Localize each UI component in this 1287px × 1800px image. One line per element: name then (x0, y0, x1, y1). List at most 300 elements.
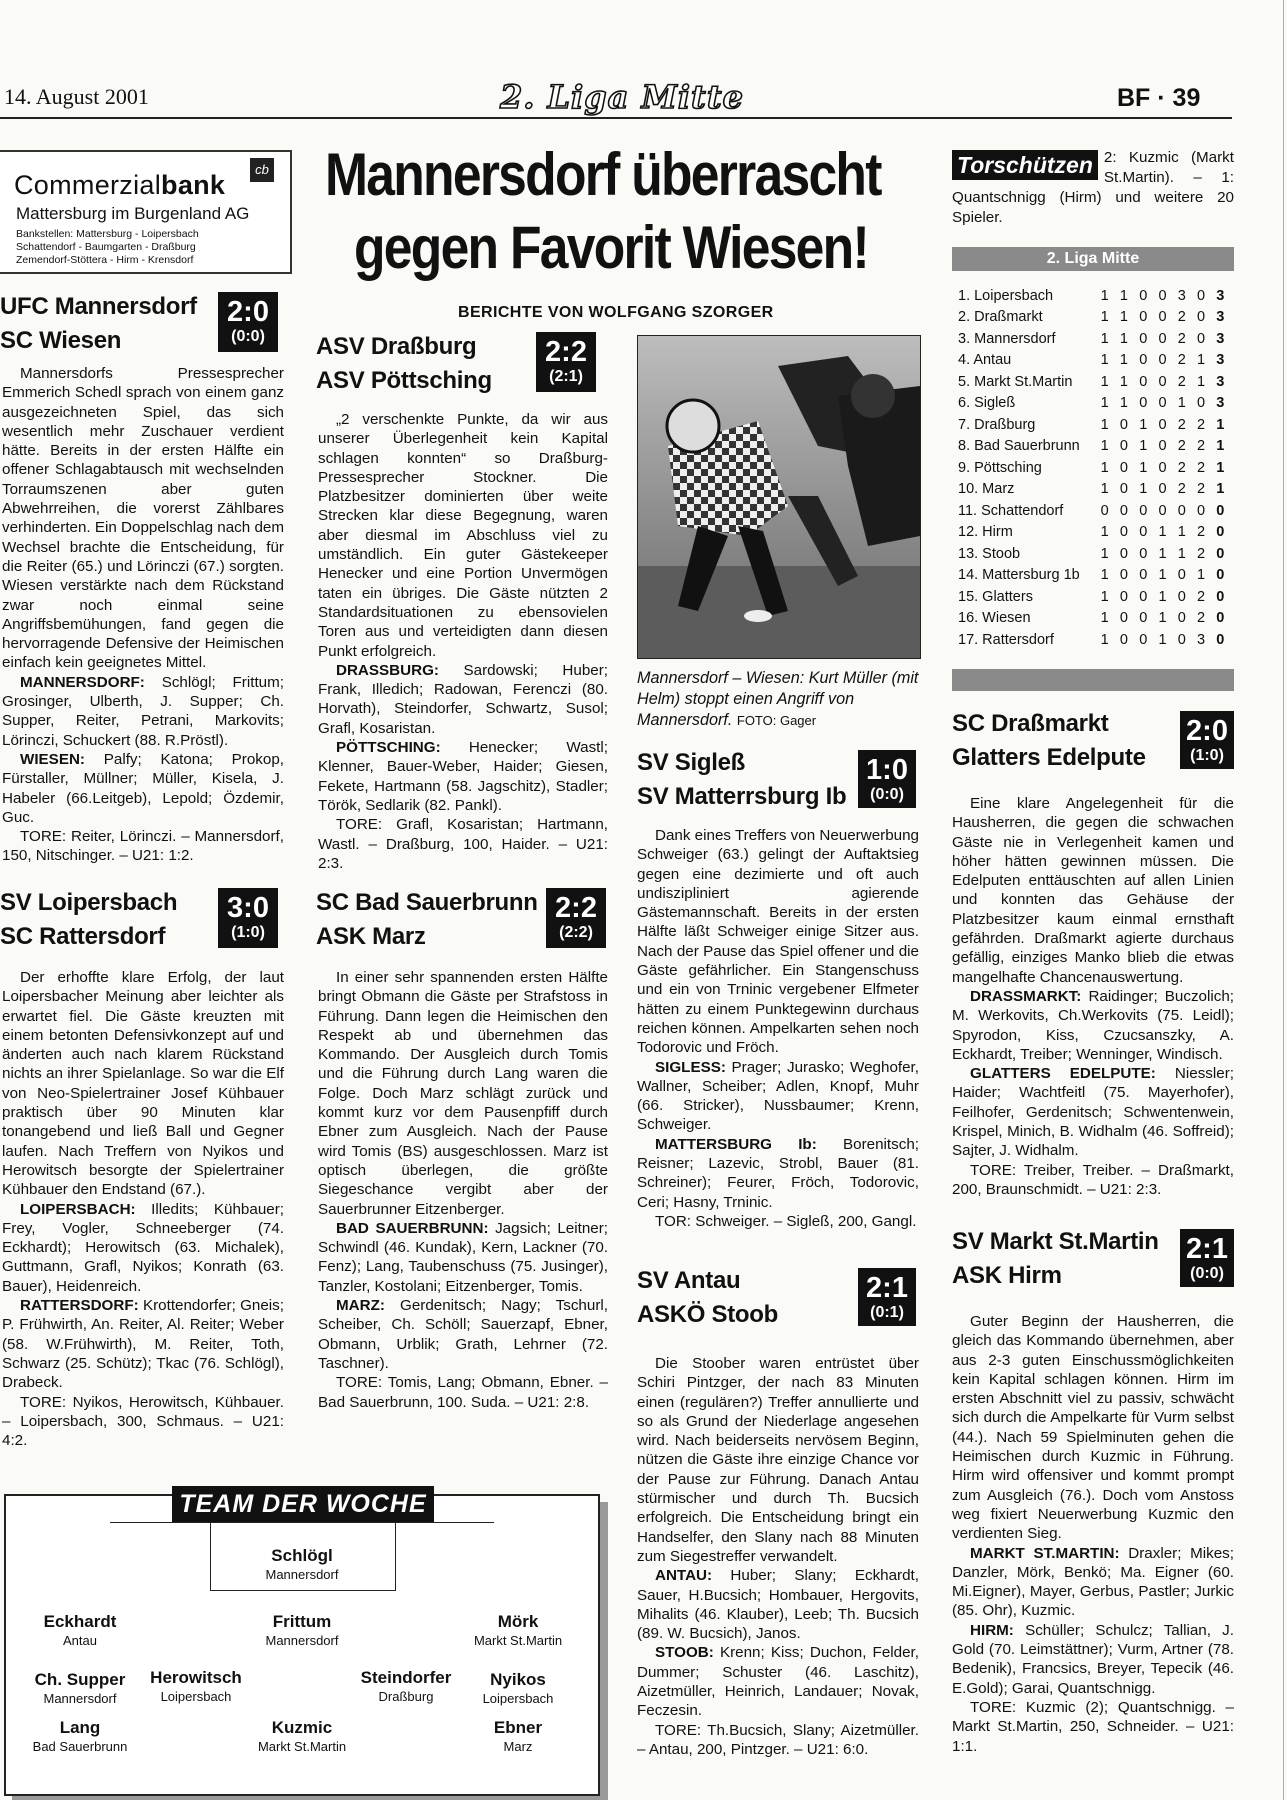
standings-team: 12. Hirm (958, 524, 1013, 541)
tow-player-club: Bad Sauerbrunn (32, 1739, 128, 1754)
standings-cell: 0 (1158, 459, 1167, 476)
standings-cell: 0 (1216, 567, 1225, 584)
standings-cell: 0 (1177, 610, 1186, 627)
standings-cell: 0 (1139, 287, 1148, 304)
standings-team: 10. Marz (958, 481, 1015, 498)
g2-ht: (1:0) (231, 924, 265, 941)
standings-cell: 0 (1139, 588, 1148, 605)
standings-row (958, 328, 1230, 350)
standings-cell: 0 (1158, 352, 1167, 369)
standings-cell: 1 (1158, 631, 1167, 648)
match-photo (637, 335, 921, 659)
g6-score-badge (858, 1268, 916, 1326)
g4-ht: (2:2) (559, 924, 593, 941)
g3-score-badge (536, 332, 596, 392)
standings-cell: 2 (1177, 481, 1186, 498)
scorers-box (952, 148, 1234, 228)
standings-cell: 1 (1100, 438, 1109, 455)
standings-row (958, 414, 1230, 436)
standings-cell: 2 (1177, 309, 1186, 326)
tow-player (438, 1670, 598, 1707)
tow-player (0, 1612, 160, 1649)
g4-lineup1-team: BAD SAUERBRUNN: (336, 1219, 489, 1237)
g4-home: SC Bad Sauerbrunn (316, 889, 538, 916)
tow-player-name: Kuzmic (271, 1718, 333, 1737)
g7-lineup2: Niessler; Haider; Wachtfeitl (75. Mayerhofer), Feilhofer, Gerdenitsch; Schwentenwein, Krispel, Minich, B. Widhalm (46. Soffreid); Sajter, J. Widhalm. (952, 1065, 1234, 1160)
standings-cell: 1 (1119, 352, 1128, 369)
standings-cell: 0 (1100, 502, 1109, 519)
standings-row (958, 479, 1230, 501)
standings-row (958, 393, 1230, 415)
standings-cell: 2 (1196, 545, 1206, 562)
standings-cell: 0 (1158, 438, 1167, 455)
standings-row (958, 629, 1230, 651)
g2-lineup2-team: RATTERSDORF: (20, 1297, 139, 1315)
standings-cell: 0 (1139, 502, 1148, 519)
g6-tore: TORE: Th.Bucsich, Slany; Aizetmüller. – Antau, 200, Pintzger. – U21: 6:0. (637, 1721, 919, 1758)
standings-row (958, 522, 1230, 544)
g3-away: ASV Pöttsching (316, 367, 492, 394)
g1-home: UFC Mannersdorf (0, 293, 197, 320)
page-number: BF · 39 (1117, 84, 1201, 112)
g7-lineup1-team: DRASSMARKT: (970, 987, 1082, 1005)
standings-cell: 2 (1177, 459, 1186, 476)
standings-cell: 0 (1119, 588, 1128, 605)
g5-home: SV Sigleß (637, 749, 745, 776)
g2-score-badge (218, 888, 278, 948)
standings-team: 15. Glatters (958, 588, 1033, 605)
standings-cell: 0 (1119, 610, 1128, 627)
standings-team: 2. Draßmarkt (958, 309, 1043, 326)
g5-away: SV Matterrsburg Ib (637, 783, 847, 810)
g3-score: 2:2 (545, 336, 587, 368)
standings-cell: 1 (1216, 459, 1225, 476)
standings-cell: 2 (1196, 459, 1206, 476)
g4-score-badge (546, 888, 606, 948)
standings-cell: 1 (1158, 567, 1167, 584)
standings-cell: 3 (1196, 631, 1206, 648)
tow-title-bar (172, 1486, 434, 1522)
standings-cell: 1 (1196, 567, 1206, 584)
standings-cell: 0 (1119, 438, 1128, 455)
standings-cell: 1 (1139, 438, 1148, 455)
g2-tore: TORE: Nyikos, Herowitsch, Kühbauer. – Loipersbach, 300, Schmaus. – U21: 4:2. (2, 1393, 284, 1450)
standings-cell: 0 (1119, 545, 1128, 562)
tow-player-name: Lang (59, 1718, 101, 1737)
g1-score: 2:0 (227, 296, 269, 328)
tow-title: TEAM DER WOCHE (179, 1490, 427, 1518)
tow-player (222, 1546, 382, 1583)
standings-cell: 0 (1177, 567, 1186, 584)
standings-cell: 1 (1100, 524, 1109, 541)
scorers-text: 2: Kuzmic (Markt St.Martin). – 1: Quantschnigg (Hirm) und weitere 20 Spieler. (952, 149, 1234, 226)
g8-lineup2-team: HIRM: (970, 1621, 1014, 1639)
g3-lineup2: Henecker; Wastl; Klenner, Bauer-Weber, Haider; Giesen, Fekete, Hartmann (58. Jagschitz), Stadler; Török, Sedlarik (82. Pankl). (318, 739, 608, 814)
g6-article (637, 1354, 919, 1759)
g2-away: SC Rattersdorf (0, 923, 166, 950)
standings-cell: 0 (1158, 481, 1167, 498)
g5-lineup2-team: MATTERSBURG Ib: (655, 1135, 817, 1153)
standings-cell: 1 (1119, 287, 1128, 304)
tow-player-name: Mörk (497, 1612, 539, 1631)
g1-lineup1-team: MANNERSDORF: (20, 673, 145, 691)
tow-penalty-area (110, 1522, 494, 1523)
standings-cell: 0 (1158, 416, 1167, 433)
headline-line1: Mannersdorf überrascht (325, 141, 881, 208)
standings-cell: 2 (1177, 438, 1186, 455)
standings-cell: 1 (1100, 459, 1109, 476)
g3-lineup1-team: DRASSBURG: (336, 661, 439, 679)
standings-cell: 1 (1158, 610, 1167, 627)
g7-lineup2-team: GLATTERS EDELPUTE: (970, 1065, 1156, 1083)
standings-cell: 0 (1158, 373, 1167, 390)
g1-lineup2: Palfy; Katona; Prokop, Fürstaller, Müllner; Müller, Kisela, J. Habeler (66.Leitgeb), Lepold; Özdemir, Guc. (2, 750, 284, 826)
section-title: 2. Liga Mitte (500, 78, 744, 116)
standings-cell: 0 (1216, 610, 1225, 627)
bank-name-bold: bank (161, 170, 226, 200)
standings-cell: 1 (1216, 481, 1225, 498)
standings-row (958, 457, 1230, 479)
standings-cell: 1 (1119, 395, 1128, 412)
standings-cell: 0 (1139, 545, 1148, 562)
g8-text: Guter Beginn der Hausherren, die gleich das Kommando übernehmen, aber aus 2-3 guten Einschussmöglichkeiten kein Kapital schlagen können. Hirm im ersten Abschnitt viel zu passiv, schwächt sich durch die Ampelkarte für Vurm selbst (44.). Nach 59 Spielminuten gehen die Heimischen durch Kuzmic in Führung. Hirm wird offensiver und kommt prompt zum Ausgleich (76.). Doch vom Anstoss weg fixiert Neuerwerbung Kuzmic den verdienten Sieg. (952, 1313, 1234, 1543)
g2-lineup2: Krottendorfer; Gneis; P. Frühwirth, An. Reiter, Al. Reiter; Weber (58. W.Frühwirth), M. Reiter, Toth, Schwarz (25. Schütz); Tkac (76. Schlögl), Drabeck. (2, 1297, 284, 1392)
g8-ht: (0:0) (1190, 1265, 1224, 1282)
standings-cell: 1 (1100, 416, 1109, 433)
standings-row (958, 565, 1230, 587)
photo-players-illustration (638, 336, 920, 658)
g2-article (2, 968, 284, 1450)
standings-cell: 0 (1119, 416, 1128, 433)
g6-home: SV Antau (637, 1267, 741, 1294)
standings-cell: 2 (1177, 330, 1186, 347)
standings-cell: 0 (1216, 631, 1225, 648)
g1-lineup2-team: WIESEN: (20, 750, 85, 768)
tow-player-club: Loipersbach (482, 1691, 554, 1706)
standings-cell: 0 (1177, 631, 1186, 648)
standings-cell: 2 (1196, 524, 1206, 541)
tow-player-club: Marz (503, 1739, 533, 1754)
standings-cell: 2 (1196, 438, 1206, 455)
standings-row (958, 307, 1230, 329)
standings-cell: 3 (1216, 287, 1225, 304)
tow-player (222, 1718, 382, 1755)
g8-tore: TORE: Kuzmic (2); Quantschnigg. – Markt St.Martin, 250, Schneider. – U21: 1:1. (952, 1698, 1234, 1755)
standings-cell: 0 (1139, 309, 1148, 326)
standings-cell: 1 (1100, 395, 1109, 412)
bank-name-light: Commerzial (14, 170, 162, 200)
g8-lineup1-team: MARKT ST.MARTIN: (970, 1544, 1120, 1562)
standings-cell: 0 (1196, 395, 1206, 412)
tow-player-name: Eckhardt (43, 1612, 117, 1631)
photo-caption-text: Mannersdorf – Wiesen: Kurt Müller (mit Helm) stoppt einen Angriff von Mannersdorf. (637, 669, 919, 729)
standings-grid (958, 285, 1230, 651)
tow-player-club: Mannersdorf (265, 1567, 339, 1582)
g4-article (318, 968, 608, 1412)
standings-team: 9. Pöttsching (958, 459, 1042, 476)
standings-row (958, 371, 1230, 393)
tow-player-name: Schlögl (271, 1546, 333, 1565)
standings-cell: 1 (1100, 610, 1109, 627)
g5-score-badge (858, 750, 916, 808)
standings-row (958, 285, 1230, 307)
g5-text: Dank eines Treffers von Neuerwerbung Schweiger (63.) gelingt der Auftaktsieg gegen eine dezimierte und oft auch undiszipliniert agierende Gästemannschaft. Bereits in der ersten Hälfte läßt Schweiger einige Sitzer aus. Nach der Pause das Spiel offener und die Gäste gefährlicher. Ein Stangenschuss und ein von Trninic vergebener Elfmeter hätten zu einem Punktegewinn durchaus reichen können. Ampelkarten sehen noch Todorovic und Fröch. (637, 827, 919, 1057)
g8-lineup1: Draxler; Mikes; Danzler, Mörk, Benkö; Ma. Eigner (60. Mi.Eigner), Mayer, Gerbus, Pastler; Jurkic (85. Ohr), Kuzmic. (952, 1544, 1234, 1620)
standings-footer-bar (952, 669, 1234, 691)
standings-cell: 2 (1196, 481, 1206, 498)
standings-cell: 0 (1196, 287, 1206, 304)
g8-away: ASK Hirm (952, 1262, 1062, 1289)
issue-date: 14. August 2001 (4, 84, 149, 109)
standings-cell: 0 (1139, 330, 1148, 347)
standings-team: 7. Draßburg (958, 416, 1036, 433)
g3-article (318, 410, 608, 873)
photo-credit: FOTO: Gager (736, 713, 817, 728)
standings-cell: 1 (1158, 524, 1167, 541)
tow-player (438, 1612, 598, 1649)
standings-cell: 0 (1139, 524, 1148, 541)
bank-ad (0, 150, 292, 274)
tow-player-name: Herowitsch (150, 1668, 242, 1687)
g7-ht: (1:0) (1190, 747, 1224, 764)
g6-text: Die Stoober waren entrüstet über Schiri Pintzger, der nach 83 Minuten einen (regulären?) Treffer annullierte und so als Grund der Niederlage angesehen wird. Nach beiderseits nervösem Beginn, nützen die Gäste ihre einzige Chance vor der Pause zur Führung. Danach Antau stürmischer und durch Th. Bucsich erfolgreich. Die Entscheidung bringt ein Handselfer, den Slany nach 88 Minuten zum Siegestreffer verwandelt. (637, 1355, 919, 1565)
standings-team: 8. Bad Sauerbrunn (958, 438, 1080, 455)
standings-cell: 0 (1158, 395, 1167, 412)
standings-cell: 1 (1100, 588, 1109, 605)
tow-player (116, 1668, 276, 1705)
standings-cell: 1 (1177, 395, 1186, 412)
g8-home: SV Markt St.Martin (952, 1228, 1159, 1255)
standings-table (958, 285, 1230, 651)
g7-text: Eine klare Angelegenheit für die Hausherren, die gegen die schwachen Gäste nie in Verlegenheit kamen und höher hätten gewinnen müssen. Die Edelputen enttäuschten auf allen Linien und konnten das Gehäuse der Platzbesitzer kaum einmal ernsthaft gefährden. Draßmarkt agierte durchaus gefällig, einziges Manko blieb die etwas mangelhafte Chancenauswertung. (952, 795, 1234, 986)
standings-cell: 0 (1216, 502, 1225, 519)
standings-cell: 0 (1119, 631, 1128, 648)
standings-row (958, 586, 1230, 608)
standings-cell: 1 (1100, 330, 1109, 347)
g6-ht: (0:1) (870, 1304, 904, 1321)
standings-title: 2. Liga Mitte (1046, 250, 1140, 267)
standings-cell: 0 (1139, 352, 1148, 369)
photo-caption (637, 668, 927, 731)
standings-cell: 0 (1158, 287, 1167, 304)
standings-cell: 0 (1139, 567, 1148, 584)
tow-player-club: Mannersdorf (43, 1691, 117, 1706)
tow-player (438, 1718, 598, 1755)
g7-tore: TORE: Treiber, Treiber. – Draßmarkt, 200, Braunschmidt. – U21: 2:3. (952, 1161, 1234, 1198)
standings-cell: 0 (1119, 567, 1128, 584)
standings-cell: 0 (1119, 459, 1128, 476)
standings-cell: 0 (1119, 481, 1128, 498)
g5-lineup1: Prager; Jurasko; Weghofer, Wallner, Scheiber; Adlen, Knopf, Muhr (66. Stricker), Nussbaumer; Krenn, Schweiger. (637, 1058, 919, 1134)
standings-cell: 3 (1216, 309, 1225, 326)
g6-away: ASKÖ Stoob (637, 1301, 778, 1328)
standings-cell: 3 (1216, 395, 1225, 412)
standings-cell: 1 (1100, 631, 1109, 648)
tow-player-club: Antau (63, 1633, 97, 1648)
tow-player (222, 1612, 382, 1649)
standings-cell: 0 (1119, 524, 1128, 541)
byline: BERICHTE VON WOLFGANG SZORGER (458, 304, 774, 321)
g6-score: 2:1 (866, 1272, 908, 1304)
team-of-week-box (4, 1490, 600, 1796)
standings-team: 13. Stoob (958, 545, 1021, 562)
standings-cell: 1 (1196, 373, 1206, 390)
g3-home: ASV Draßburg (316, 333, 477, 360)
g3-lineup1: Sardowski; Huber; Frank, Illedich; Radowan, Ferenczi (80. Horvath), Steindorfer, Schwartz, Susol; Grafl, Kosaristan. (318, 661, 608, 737)
tow-player-name: Nyikos (490, 1670, 546, 1689)
g2-lineup1: Illedits; Kühbauer; Frey, Vogler, Schneeberger (74. Eckhardt); Herowitsch (63. Michalek), Guttmann, Grafl, Nyikos; Konrath (63. Bauer), Heidenreich. (2, 1200, 284, 1295)
bank-branches-1: Bankstellen: Mattersburg - Loipersbach (16, 228, 199, 240)
tow-player-club: Draßburg (378, 1689, 434, 1704)
standings-row (958, 436, 1230, 458)
bank-logo-icon: cb (250, 158, 274, 182)
g1-lineup1: Schlögl; Frittum; Grosinger, Ulberth, J. Supper; Ch. Supper, Reiter, Petrani, Markovits; Lörinczi, Schuckert (88. R.Pröstl). (2, 673, 284, 749)
g4-score: 2:2 (555, 892, 597, 924)
standings-cell: 1 (1100, 287, 1109, 304)
g8-lineup2: Schüller; Schulcz; Tallian, J. Gold (70. Leimstättner); Vurm, Artner (78. Bedenik), Francsics, Breyer, Tepecik (46. E.Gold); Garai, Quantschnigg. (952, 1621, 1234, 1697)
standings-cell: 0 (1216, 545, 1225, 562)
standings-team: 6. Sigleß (958, 395, 1016, 412)
standings-cell: 0 (1139, 610, 1148, 627)
standings-cell: 2 (1196, 610, 1206, 627)
tow-player-name: Ch. Supper (34, 1670, 126, 1689)
standings-cell: 1 (1139, 416, 1148, 433)
standings-cell: 3 (1216, 373, 1225, 390)
standings-team: 14. Mattersburg 1b (958, 567, 1080, 584)
g6-lineup2: Krenn; Kiss; Duchon, Felder, Dummer; Schuster (46. Laschitz), Aizetmüller, Heinrich, Landauer; Novak, Feczesin. (637, 1644, 919, 1720)
standings-cell: 0 (1216, 588, 1225, 605)
standings-row (958, 500, 1230, 522)
standings-cell: 0 (1196, 502, 1206, 519)
standings-cell: 1 (1100, 309, 1109, 326)
standings-cell: 1 (1139, 481, 1148, 498)
standings-cell: 1 (1216, 438, 1225, 455)
g6-lineup2-team: STOOB: (655, 1644, 714, 1662)
g7-lineup1: Raidinger; Buczolich; M. Werkovits, Ch.Werkovits (75. Leidl); Spyrodon, Kiss, Czucsanszky, A. Eckhardt, Treiber; Wenninger, Windisch. (952, 987, 1234, 1063)
g1-score-badge (218, 292, 278, 352)
standings-cell: 1 (1158, 545, 1167, 562)
standings-cell: 1 (1100, 567, 1109, 584)
standings-cell: 0 (1158, 330, 1167, 347)
header-rule (0, 117, 1232, 119)
g3-ht: (2:1) (549, 368, 583, 385)
g4-tore: TORE: Tomis, Lang; Obmann, Ebner. – Bad Sauerbrunn, 100. Suda. – U21: 2:8. (318, 1374, 608, 1411)
g4-text: In einer sehr spannenden ersten Hälfte bringt Obmann die Gäste per Strafstoss in Führung. Dann legen die Heimischen den Respekt ab und übernehmen das Kommando. Der Ausgleich durch Tomis und die Führung durch Lang waren die Folge. Doch Marz schlägt zurück und kommt kurz vor dem Pausenpfiff durch Ebner zum Ausgleich. Nach der Pause wird Tomis (BS) ausgeschlossen. Marz ist optisch überlegen, die größte Siegeschance vergibt aber der Sauerbrunner Eitzenberger. (318, 969, 608, 1218)
g7-score: 2:0 (1186, 715, 1228, 747)
g7-away: Glatters Edelpute (952, 744, 1146, 771)
standings-cell: 2 (1177, 373, 1186, 390)
tow-player-club: Markt St.Martin (257, 1739, 347, 1754)
tow-player-club: Loipersbach (160, 1689, 232, 1704)
standings-header (952, 247, 1234, 271)
g3-lineup2-team: PÖTTSCHING: (336, 739, 441, 757)
g8-score: 2:1 (1186, 1233, 1228, 1265)
g4-away: ASK Marz (316, 923, 426, 950)
tow-player-club: Markt St.Martin (473, 1633, 563, 1648)
g4-lineup2-team: MARZ: (336, 1297, 385, 1315)
standings-cell: 0 (1196, 330, 1206, 347)
bank-subtitle: Mattersburg im Burgenland AG (16, 204, 250, 223)
g3-tore: TORE: Grafl, Kosaristan; Hartmann, Wastl. – Draßburg, 100, Haider. – U21: 2:3. (318, 816, 608, 872)
standings-cell: 0 (1119, 502, 1128, 519)
headline-line2: gegen Favorit Wiesen! (354, 214, 868, 281)
standings-cell: 0 (1196, 309, 1206, 326)
standings-row (958, 608, 1230, 630)
bank-branches-2: Schattendorf - Baumgarten - Draßburg (16, 241, 196, 253)
tow-player (0, 1718, 160, 1755)
g5-article (637, 826, 919, 1231)
standings-cell: 2 (1177, 352, 1186, 369)
bank-branches-3: Zemendorf-Stöttera - Hirm - Krensdorf (16, 254, 194, 266)
g7-home: SC Draßmarkt (952, 710, 1109, 737)
standings-cell: 3 (1216, 352, 1225, 369)
g7-article (952, 794, 1234, 1199)
g5-ht: (0:0) (870, 786, 904, 803)
g4-lineup1: Jagsich; Leitner; Schwindl (46. Kundak), Kern, Lackner (70. Fenz); Lang, Taubenschuss (75. Jusinger), Tanzler, Kostolani; Eitzenberger, Tomis. (318, 1219, 608, 1295)
g5-lineup2: Borenitsch; Reisner; Lazevic, Strobl, Bauer (81. Schreiner); Feurer, Fröch, Todorovic, Ceri; Hasny, Trninic. (637, 1135, 919, 1211)
standings-cell: 1 (1216, 416, 1225, 433)
standings-cell: 1 (1139, 459, 1148, 476)
g5-score: 1:0 (866, 754, 908, 786)
g1-article (2, 364, 284, 866)
standings-cell: 1 (1100, 481, 1109, 498)
right-margin-rule (1283, 0, 1284, 1800)
standings-team: 16. Wiesen (958, 610, 1031, 627)
standings-cell: 0 (1177, 502, 1186, 519)
g5-lineup1-team: SIGLESS: (655, 1058, 726, 1076)
standings-team: 11. Schattendorf (958, 502, 1064, 519)
tow-player-name: Frittum (272, 1612, 332, 1631)
standings-cell: 0 (1216, 524, 1225, 541)
standings-cell: 1 (1119, 309, 1128, 326)
g2-score: 3:0 (227, 892, 269, 924)
standings-cell: 1 (1177, 524, 1186, 541)
standings-cell: 3 (1177, 287, 1186, 304)
standings-cell: 1 (1158, 588, 1167, 605)
standings-team: 3. Mannersdorf (958, 330, 1056, 347)
standings-team: 4. Antau (958, 352, 1012, 369)
tow-player-name: Ebner (493, 1718, 543, 1737)
standings-cell: 0 (1139, 373, 1148, 390)
standings-cell: 0 (1139, 631, 1148, 648)
tow-player-name: Steindorfer (360, 1668, 452, 1687)
g2-home: SV Loipersbach (0, 889, 178, 916)
g1-text: Mannersdorfs Pressesprecher Emmerich Schedl sprach von einem ganz ausgezeichneten Spiel, das sich wesentlich mehr Zuschauer verdient hätte. Bereits in der ersten Hälfte ein offener Schlagabtausch mit wechselnden Torraumszenen aber guten Abwehrreihen, die vorerst Zählbares verhinderten. Ein Doppelschlag nach dem Wechsel brachte die Entscheidung, für die Reiter (65.) und Lörinczi (67.) sorgten. Wiesen verstärkte nach dem Rückstand zwar noch einmal seine Angriffsbemühungen, fand gegen die hervorragende Defensive der Heimischen einfach kein geeignetes Mittel. (2, 365, 284, 672)
tow-player-club: Mannersdorf (265, 1633, 339, 1648)
g7-score-badge (1180, 711, 1234, 769)
standings-cell: 0 (1158, 502, 1167, 519)
g4-lineup2: Gerdenitsch; Nagy; Tschurl, Scheiber, Ch. Schöll; Sauerzapf, Ebner, Obmann, Urblik; Grath, Lehrner (72. Taschner). (318, 1297, 608, 1372)
standings-cell: 2 (1196, 416, 1206, 433)
g8-article (952, 1312, 1234, 1756)
standings-team: 17. Rattersdorf (958, 631, 1054, 648)
standings-cell: 0 (1139, 395, 1148, 412)
standings-team: 5. Markt St.Martin (958, 373, 1073, 390)
standings-cell: 1 (1119, 373, 1128, 390)
standings-team: 1. Loipersbach (958, 287, 1054, 304)
standings-row (958, 543, 1230, 565)
g1-away: SC Wiesen (0, 327, 122, 354)
standings-cell: 0 (1158, 309, 1167, 326)
g3-text: „2 verschenkte Punkte, da wir aus unserer Überlegenheit kein Kapital schlagen konnten“ so Draßburg-Pressesprecher Stockner. Die Platzbesitzer dominierten über weite Strecken klar diese Begegnung, waren aber diesmal im Abschluss viel zu umständlich. Ein guter Gästekeeper Henecker und eine Portion Unvermögen taten ein übriges. Die Gäste nützten 2 Standardsituationen zu ebensovielen Toren aus und verteidigten dann diesen Punkt erfolgreich. (318, 411, 608, 660)
g1-ht: (0:0) (231, 328, 265, 345)
standings-cell: 1 (1100, 373, 1109, 390)
g6-lineup1-team: ANTAU: (655, 1567, 713, 1585)
g2-lineup1-team: LOIPERSBACH: (20, 1200, 136, 1218)
scorers-label: Torschützen (952, 150, 1098, 180)
standings-cell: 2 (1177, 416, 1186, 433)
standings-cell: 1 (1100, 545, 1109, 562)
